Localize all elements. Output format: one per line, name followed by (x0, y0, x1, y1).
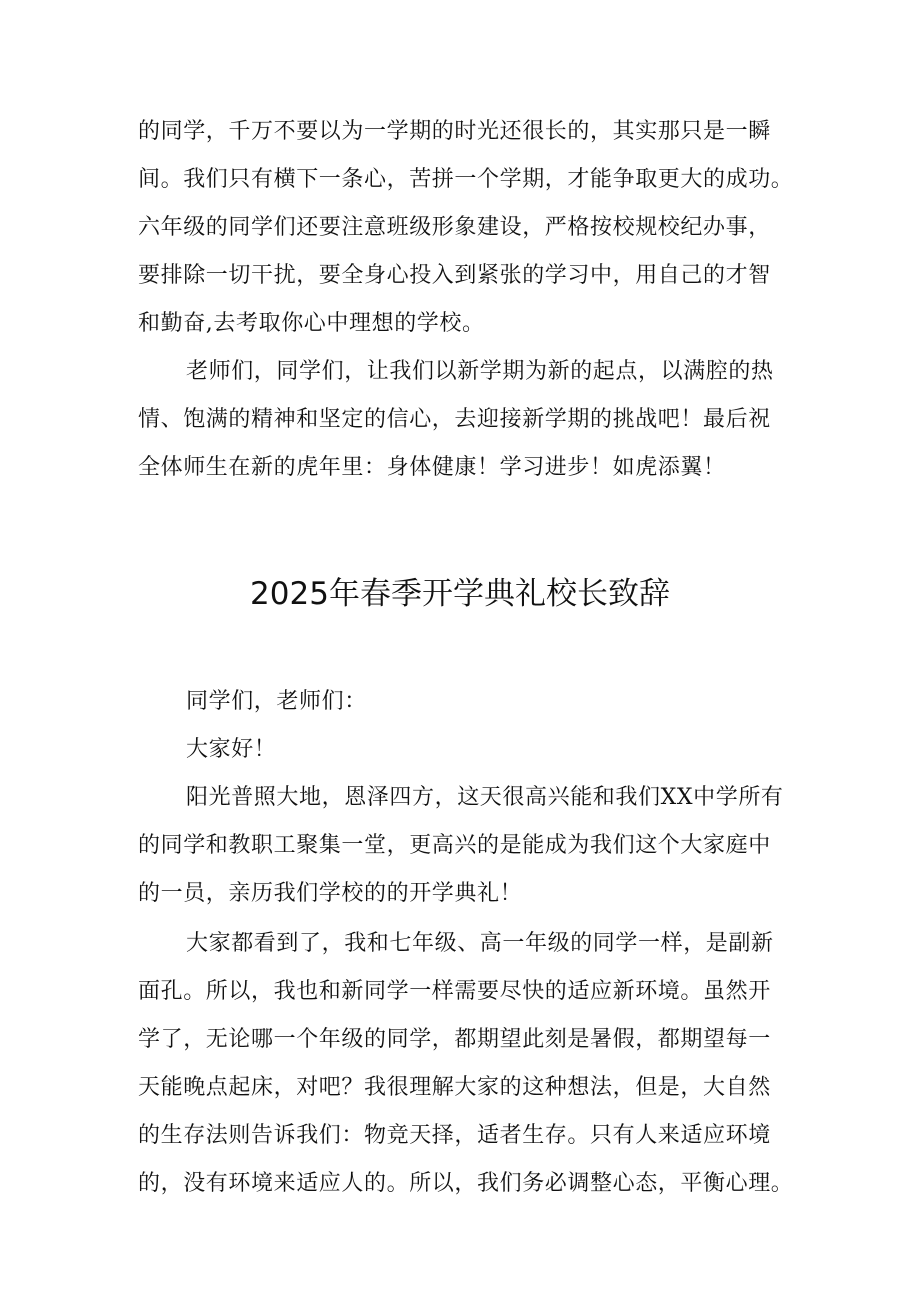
text-line: 的一员，亲历我们学校的的开学典礼！ (138, 881, 523, 906)
text-line: 的同学，千万不要以为一学期的时光还很长的，其实那只是一瞬 (138, 119, 771, 144)
text-line: 间。我们只有横下一条心，苦拼一个学期，才能争取更大的成功。 (138, 167, 794, 192)
text-line: 的同学和教职工聚集一堂，更高兴的是能成为我们这个大家庭中 (138, 833, 771, 858)
text-line: 阳光普照大地，恩泽四方，这天很高兴能和我们XX中学所有 (186, 785, 784, 810)
salutation: 同学们，老师们： (186, 689, 367, 714)
greeting: 大家好！ (186, 737, 277, 762)
text-line: 面孔。所以，我也和新同学一样需要尽快的适应新环境。虽然开 (138, 979, 771, 1004)
text-line: 老师们，同学们，让我们以新学期为新的起点，以满腔的热 (186, 359, 774, 384)
speech-title: 2025年春季开学典礼校长致辞 (250, 576, 670, 612)
text-line: 六年级的同学们还要注意班级形象建设，严格按校规校纪办事， (138, 215, 771, 240)
text-line: 学了，无论哪一个年级的同学，都期望此刻是暑假，都期望每一 (138, 1027, 771, 1052)
text-line: 和勤奋,去考取你心中理想的学校。 (138, 311, 485, 336)
text-line: 的，没有环境来适应人的。所以，我们务必调整心态，平衡心理。 (138, 1171, 794, 1196)
text-line: 大家都看到了，我和七年级、高一年级的同学一样，是副新 (186, 931, 774, 956)
text-line: 情、饱满的精神和坚定的信心，去迎接新学期的挑战吧！最后祝 (138, 407, 771, 432)
text-line: 全体师生在新的虎年里：身体健康！学习进步！如虎添翼！ (138, 455, 726, 480)
text-line: 的生存法则告诉我们：物竞天择，适者生存。只有人来适应环境 (138, 1123, 771, 1148)
text-line: 要排除一切干扰，要全身心投入到紧张的学习中，用自己的才智 (138, 263, 771, 288)
text-line: 天能晚点起床，对吧？我很理解大家的这种想法，但是，大自然 (138, 1075, 771, 1100)
